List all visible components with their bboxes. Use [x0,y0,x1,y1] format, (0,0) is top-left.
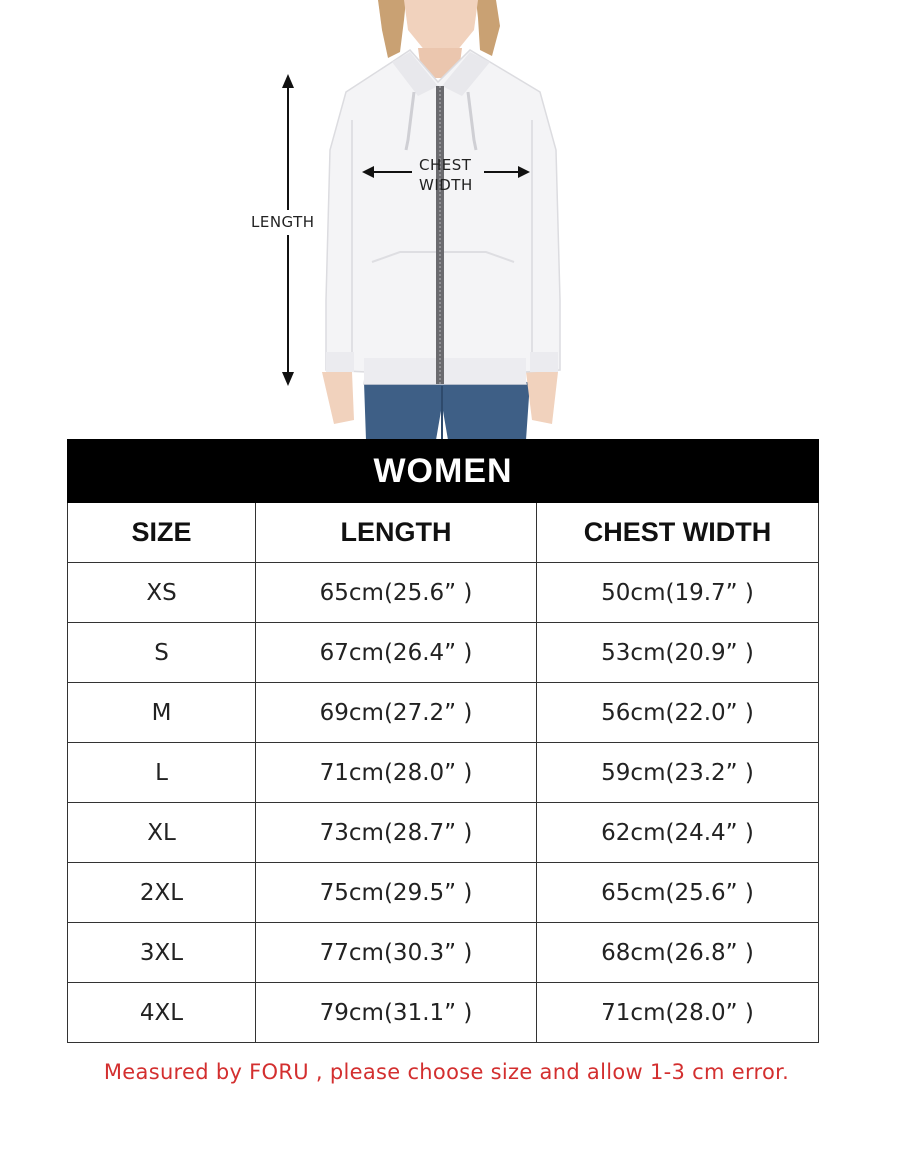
chest-width-cell: 62cm(24.4” ) [537,803,819,863]
table-title: WOMEN [68,440,819,503]
chest-width-cell: 50cm(19.7” ) [537,563,819,623]
length-cell: 67cm(26.4” ) [256,623,537,683]
chest-width-cell: 65cm(25.6” ) [537,863,819,923]
table-row [68,743,819,803]
table-row [68,923,819,983]
table-row [68,983,819,1043]
length-cell: 73cm(28.7” ) [256,803,537,863]
table-row [68,863,819,923]
product-model-figure [0,0,909,440]
length-cell: 75cm(29.5” ) [256,863,537,923]
chest-measure-label-line2: WIDTH [419,176,473,194]
header-size: SIZE [68,503,256,563]
chest-width-cell: 71cm(28.0” ) [537,983,819,1043]
length-measure-label: LENGTH [251,213,315,231]
size-cell: 4XL [68,983,256,1043]
size-cell: XL [68,803,256,863]
measurement-disclaimer: Measured by FORU , please choose size and allow 1-3 cm error. [103,1060,790,1084]
hoodie-model-illustration [0,0,909,440]
header-chest-width: CHEST WIDTH [537,503,819,563]
chest-width-cell: 56cm(22.0” ) [537,683,819,743]
table-row [68,563,819,623]
size-cell: 2XL [68,863,256,923]
length-cell: 79cm(31.1” ) [256,983,537,1043]
chest-measure-label-line1: CHEST [419,156,472,174]
size-chart-table [67,439,819,1043]
size-cell: L [68,743,256,803]
table-header-row [68,503,819,563]
chest-width-cell: 68cm(26.8” ) [537,923,819,983]
table-row [68,623,819,683]
length-cell: 65cm(25.6” ) [256,563,537,623]
size-cell: XS [68,563,256,623]
table-row [68,803,819,863]
table-row [68,683,819,743]
table-title-row [68,440,819,503]
chest-width-cell: 59cm(23.2” ) [537,743,819,803]
length-cell: 77cm(30.3” ) [256,923,537,983]
header-length: LENGTH [256,503,537,563]
length-cell: 69cm(27.2” ) [256,683,537,743]
chest-width-cell: 53cm(20.9” ) [537,623,819,683]
size-cell: 3XL [68,923,256,983]
size-cell: S [68,623,256,683]
length-cell: 71cm(28.0” ) [256,743,537,803]
size-cell: M [68,683,256,743]
